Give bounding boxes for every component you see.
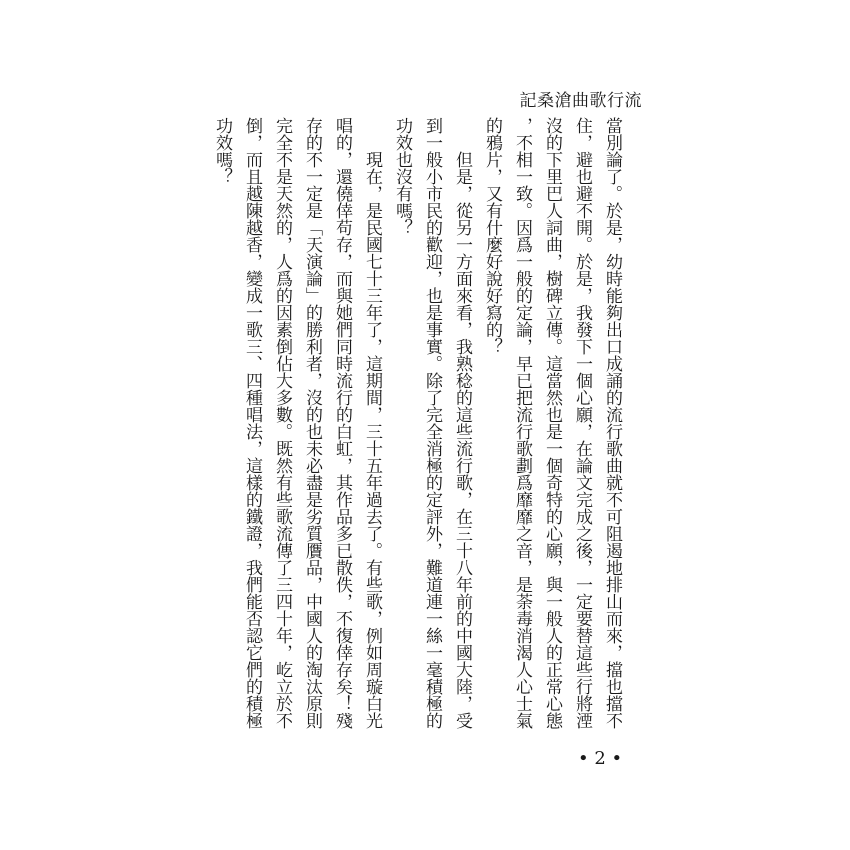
text-column: 功效也沒有嗎？	[392, 117, 412, 236]
text-column: 沒的下里巴人詞曲，樹碑立傳。這當然也是一個奇特的心願，與一般人的正常心態	[542, 117, 562, 729]
text-column: 但是，從另一方面來看，我熟稔的這些流行歌，在三十八年前的中國大陸，受	[452, 117, 472, 729]
text-column: 的鴉片，又有什麼好說好寫的？	[482, 117, 502, 355]
text-column: ，不相一致。因爲一般的定論，早已把流行歌劃爲靡靡之音，是荼毒消渴人心士氣	[512, 117, 532, 729]
text-column: 到一般小市民的歡迎，也是事實。除了完全消極的定評外，難道連一絲一毫積極的	[422, 117, 442, 729]
text-column: 現在，是民國七十三年了，這期間，三十五年過去了。有些歌，例如周璇白光	[362, 117, 382, 729]
text-column: 當別論了。於是，幼時能夠出口成誦的流行歌曲就不可阻遏地排山而來，擋也擋不	[602, 117, 622, 729]
text-column: 完全不是天然的，人爲的因素倒佔大多數。既然有些歌流傳了三四十年，屹立於不	[272, 117, 292, 729]
text-column: 存的不一定是「天演論」的勝利者，沒的也未必盡是劣質贋品，中國人的淘汰原則	[302, 117, 322, 729]
text-column: 功效嗎？	[212, 117, 232, 185]
text-column: 住，避也避不開。於是，我發下一個心願，在論文完成之後，一定要替這些行將湮	[572, 117, 592, 729]
page-number: • 2 •	[578, 748, 623, 769]
text-column: 唱的，還僥倖苟存，而與她們同時流行的白虹，其作品多已散佚，不復倖存矣！殘	[332, 117, 352, 729]
body-text	[207, 117, 627, 747]
running-head: 記桑滄曲歌行流	[519, 91, 642, 111]
text-column: 倒，而且越陳越香，變成一歌三、四種唱法，這樣的鐵證，我們能否認它們的積極	[242, 117, 262, 729]
